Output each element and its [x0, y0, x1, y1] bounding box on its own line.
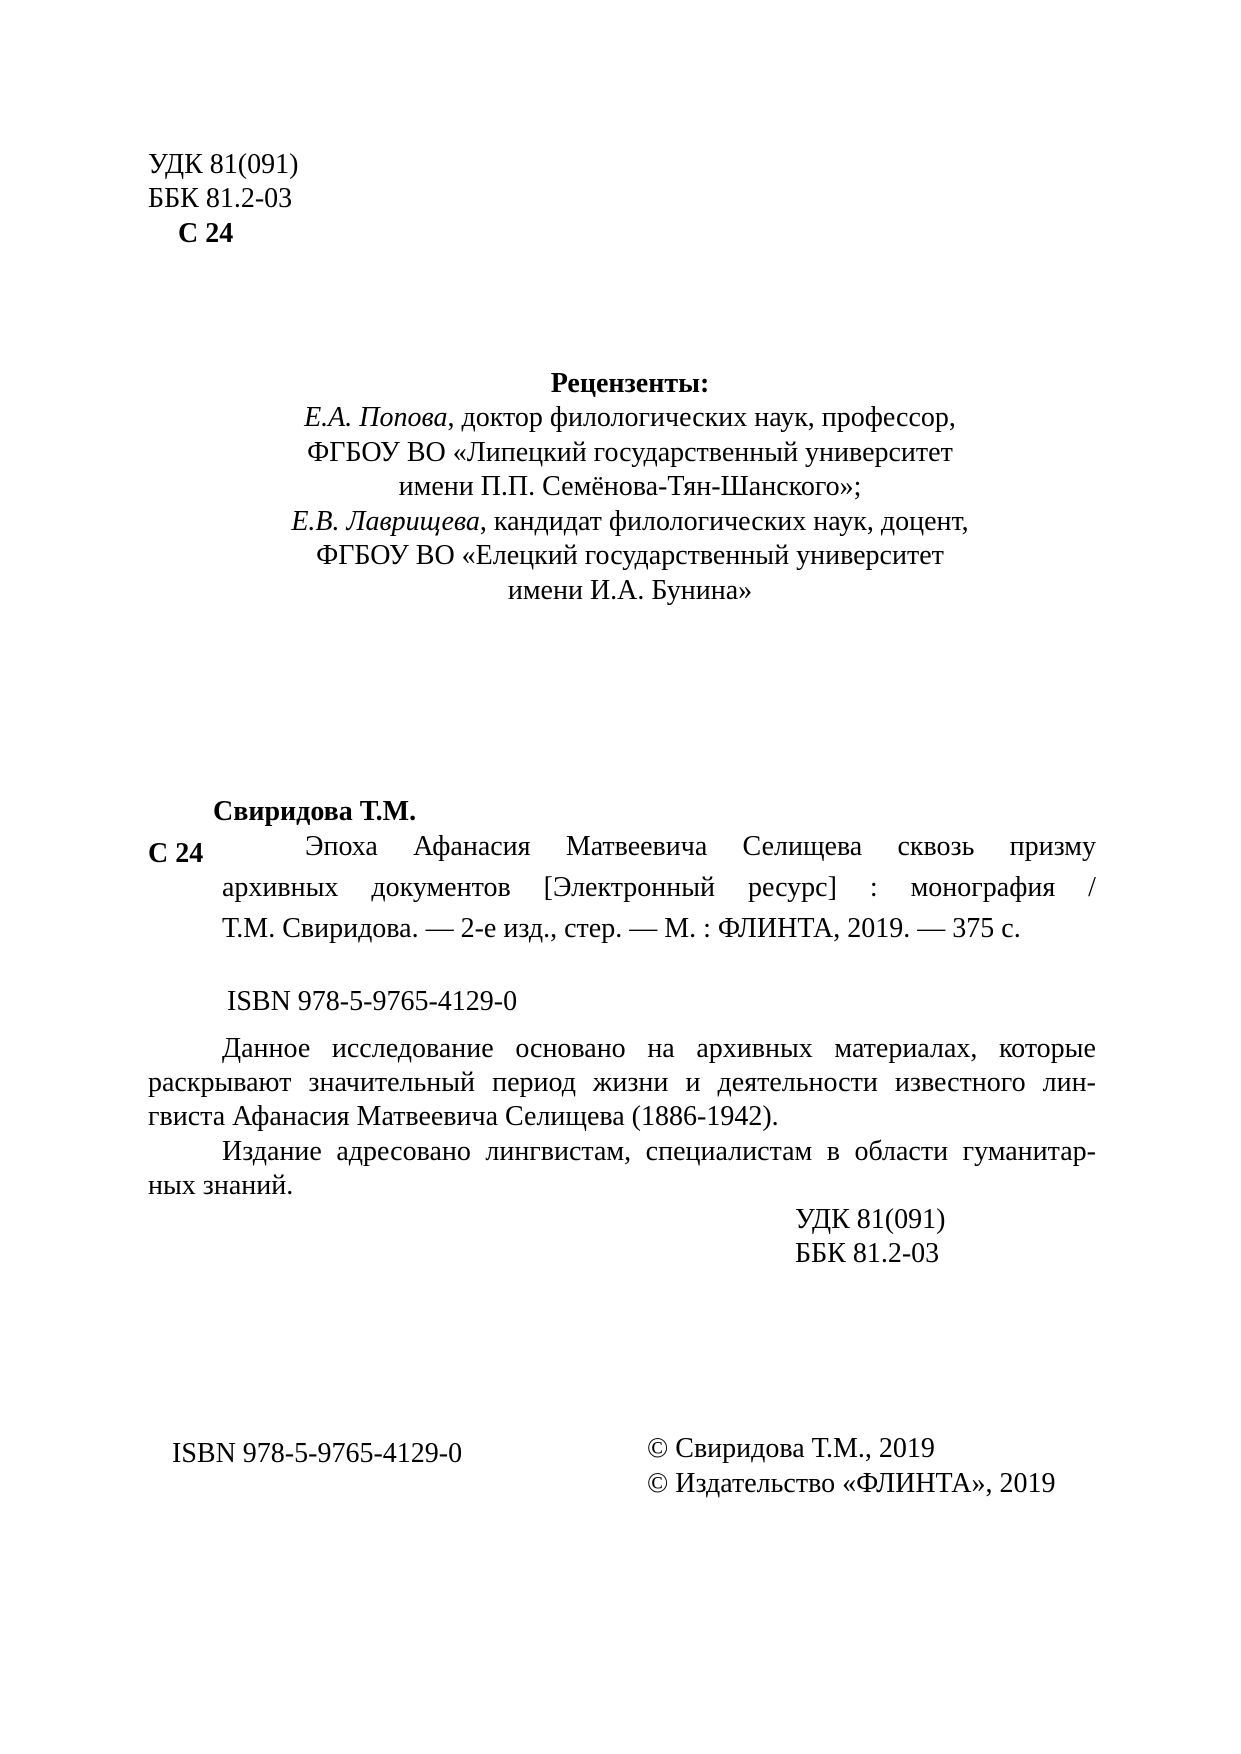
- reviewer-2-line-1: Е.В. Лаврищева, кандидат филологических наук, доцент,: [291, 506, 969, 537]
- reviewer-2-line-3: имени И.А. Бунина»: [507, 575, 753, 606]
- reviewer-1-line-3: имени П.П. Семёнова-Тян-Шанского»;: [398, 471, 862, 502]
- header-code: С 24: [178, 218, 234, 249]
- annotation-p1-line-3: гвиста Афанасия Матвеевича Селищева (1886-1942).: [148, 1101, 779, 1132]
- reviewer-2-name: Е.В. Лаврищева: [291, 506, 480, 537]
- footer-udk: УДК 81(091): [795, 1204, 946, 1235]
- annotation-p1-line-1: Данное исследование основано на архивных материалах, которые: [222, 1033, 1096, 1064]
- reviewer-2-line-2: ФГБОУ ВО «Елецкий государственный университет: [316, 540, 944, 571]
- entry-isbn: ISBN 978-5-9765-4129-0: [227, 986, 518, 1017]
- copyright-author: © Свиридова Т.М., 2019: [647, 1433, 935, 1464]
- reviewers-title: Рецензенты:: [550, 368, 710, 399]
- entry-code: С 24: [148, 838, 204, 869]
- header-bbk: ББК 81.2-03: [148, 183, 293, 214]
- copyright-publisher: © Издательство «ФЛИНТА», 2019: [647, 1468, 1056, 1499]
- entry-author: Свиридова Т.М.: [213, 796, 417, 827]
- entry-title-line-1: Эпоха Афанасия Матвеевича Селищева сквозь призму: [305, 831, 1096, 862]
- header-udk: УДК 81(091): [148, 149, 299, 180]
- annotation-p1-line-2: раскрывают значительный период жизни и деятельности известного лин-: [148, 1067, 1096, 1098]
- reviewer-1-line-1: Е.А. Попова, доктор филологических наук, профессор,: [304, 402, 956, 433]
- annotation-p2-line-1: Издание адресовано лингвистам, специалистам в области гуманитар-: [222, 1136, 1096, 1167]
- annotation-p2-line-2: ных знаний.: [148, 1170, 294, 1201]
- entry-imprint-line: Т.М. Свиридова. — 2-е изд., стер. — М. : ФЛИНТА, 2019. — 375 с.: [222, 913, 1021, 944]
- entry-title-line-2: архивных документов [Электронный ресурс] : монография /: [222, 872, 1096, 903]
- bottom-isbn: ISBN 978-5-9765-4129-0: [172, 1438, 463, 1469]
- footer-bbk: ББК 81.2-03: [795, 1238, 940, 1269]
- reviewer-1-line-2: ФГБОУ ВО «Липецкий государственный университет: [307, 437, 953, 468]
- reviewer-1-name: Е.А. Попова: [304, 402, 448, 433]
